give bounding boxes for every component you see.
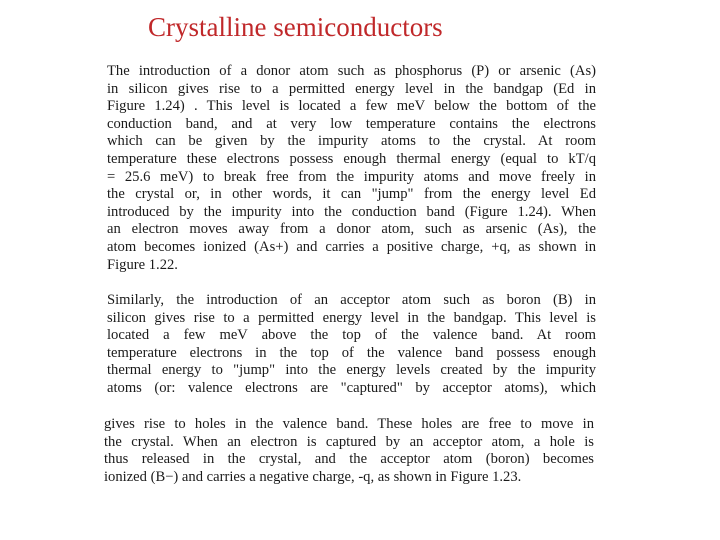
text-line: ionized (B−) and carries a negative charge, -q, as shown in Figure 1.23.: [104, 468, 522, 485]
text-line: an electron moves away from a donor atom, such as arsenic (As), the: [107, 221, 596, 238]
text-line: the crystal. When an electron is captured by an acceptor atom, a hole is: [104, 433, 594, 450]
text-line: conduction band, and at very low temperature contains the electrons: [107, 115, 596, 132]
text-line: the crystal or, in other words, it can "jump" from the energy level Ed: [107, 186, 596, 203]
text-line: Figure 1.24) . This level is located a few meV below the bottom of the: [107, 98, 596, 115]
text-line: atoms (or: valence electrons are "captured" by acceptor atoms), which: [107, 379, 596, 396]
text-line: thermal energy to "jump" into the energy levels created by the impurity: [107, 362, 596, 379]
paragraph-holes: [104, 416, 594, 486]
slide-title: Crystalline semiconductors: [148, 12, 443, 42]
text-line: Similarly, the introduction of an acceptor atom such as boron (B) in: [107, 292, 596, 308]
text-line: atom becomes ionized (As+) and carries a positive charge, +q, as shown in: [107, 238, 596, 255]
text-line: The introduction of a donor atom such as phosphorus (P) or arsenic (As): [107, 63, 596, 79]
text-line: temperature these electrons possess enough thermal energy (equal to kT/q: [107, 150, 596, 167]
text-line: = 25.6 meV) to break free from the impurity atoms and move freely in: [107, 168, 596, 185]
text-line: located a few meV above the top of the valence band. At room: [107, 327, 596, 344]
paragraph-donor-atoms: [107, 63, 596, 274]
text-line: gives rise to holes in the valence band. These holes are free to move in: [104, 416, 594, 432]
text-line: which can be given by the impurity atoms to the crystal. At room: [107, 133, 596, 150]
text-line: in silicon gives rise to a permitted energy level in the bandgap (Ed in: [107, 80, 596, 97]
text-line: temperature electrons in the top of the valence band possess enough: [107, 344, 596, 361]
paragraph-acceptor-atoms: [107, 292, 596, 398]
text-line: Figure 1.22.: [107, 256, 178, 273]
text-line: introduced by the impurity into the conduction band (Figure 1.24). When: [107, 203, 596, 220]
text-line: silicon gives rise to a permitted energy level in the bandgap. This level is: [107, 309, 596, 326]
text-line: thus released in the crystal, and the acceptor atom (boron) becomes: [104, 451, 594, 468]
